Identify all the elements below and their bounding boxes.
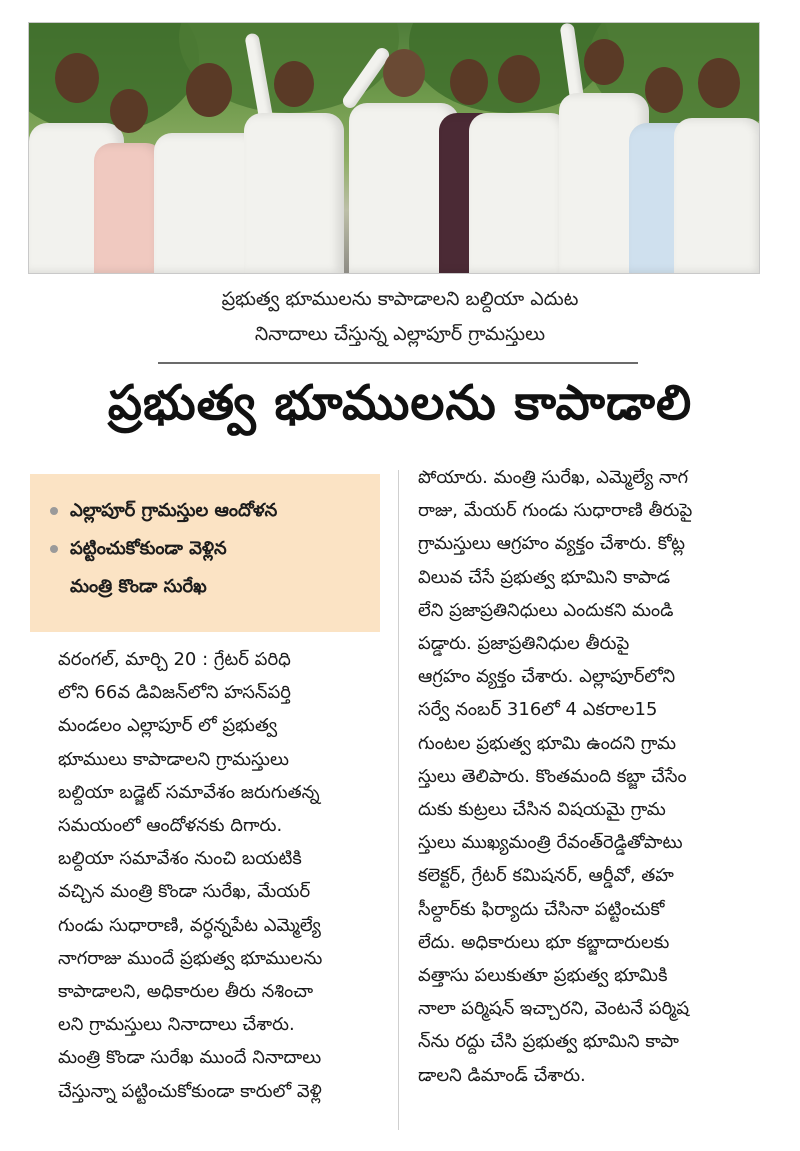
article-line: లోని 66వ డివిజన్‌లోని హసన్‌పర్తి <box>58 682 291 704</box>
highlight-text: ఎల్లాపూర్ గ్రామస్తుల ఆందోళన <box>70 500 278 521</box>
highlights-box <box>30 474 380 632</box>
article-line: సీల్దార్‌కు ఫిర్యాదు చేసినా పట్టించుకో <box>418 898 665 920</box>
bullet-icon <box>50 507 58 515</box>
article-line: బల్దియా సమావేశం నుంచి బయటికి <box>58 848 302 870</box>
article-line: సర్వే నంబర్ 316లో 4 ఎకరాల15 <box>418 699 658 721</box>
highlight-item-continuation <box>50 568 366 606</box>
article-line: పోయారు. మంత్రి సురేఖ, ఎమ్మెల్యే నాగ <box>418 467 689 488</box>
news-photo <box>28 22 760 274</box>
article-line: స్తులు ముఖ్యమంత్రి రేవంత్‌రెడ్డితోపాటు <box>418 832 683 854</box>
article-line: గుండు సుధారాణి, వర్ధన్నపేట ఎమ్మెల్యే <box>58 914 321 936</box>
article-line: వచ్చిన మంత్రి కొండా సురేఖ, మేయర్ <box>58 881 311 903</box>
article-line: విలువ చేసే ప్రభుత్వ భూమిని కాపాడ <box>418 566 671 588</box>
person-figure <box>244 103 344 273</box>
photo-caption-line-2: నినాదాలు చేస్తున్న ఎల్లాపూర్ గ్రామస్తులు <box>254 323 546 345</box>
article-line: కాపాడాలని, అధికారుల తీరు నశించా <box>58 981 314 1003</box>
bullet-icon <box>50 545 58 553</box>
article-line: మండలం ఎల్లాపూర్ లో ప్రభుత్వ <box>58 715 278 737</box>
article-line: వత్తాసు పలుకుతూ ప్రభుత్వ భూమికి <box>418 965 668 987</box>
caption-divider <box>158 362 638 364</box>
article-line: రాజు, మేయర్ గుండు సుధారాణి తీరుపై <box>418 500 693 522</box>
article-line: గ్రామస్తులు ఆగ్రహం వ్యక్తం చేశారు. కోట్ల <box>418 533 685 555</box>
article-line: వరంగల్, మార్చి 20 : గ్రేటర్ పరిధి <box>58 649 291 670</box>
highlight-text: మంత్రి కొండా సురేఖ <box>70 576 207 597</box>
article-line: నాగరాజు ముందే ప్రభుత్వ భూములను <box>58 947 323 969</box>
article-line: భూములు కాపాడాలని గ్రామస్తులు <box>58 748 289 770</box>
highlight-text: పట్టించుకోకుండా వెళ్లిన <box>70 538 227 559</box>
article-line: డాలని డిమాండ్ చేశారు. <box>418 1064 586 1086</box>
column-divider <box>398 470 399 1130</box>
article-line: బల్దియా బడ్జెట్ సమావేశం జరుగుతన్న <box>58 781 320 803</box>
photo-caption-line-1: ప్రభుత్వ భూములను కాపాడాలని బల్దియా ఎదుట <box>221 288 579 310</box>
article-line: సమయంలో ఆందోళనకు దిగారు. <box>58 815 283 837</box>
article-line: లేని ప్రజాప్రతినిధులు ఎందుకని మండి <box>418 599 674 621</box>
article-line: కలెక్టర్, గ్రేటర్ కమిషనర్, ఆర్డీవో, తహ <box>418 865 674 887</box>
article-line: స్తులు తెలిపారు. కొంతమంది కబ్జా చేసేం <box>418 765 687 787</box>
article-column-right <box>418 461 768 1092</box>
headline: ప్రభుత్వ భూములను కాపాడాలి <box>107 375 693 431</box>
article-line: నాలా పర్మిషన్ ఇచ్చారని, వెంటనే పర్మిష <box>418 998 690 1020</box>
article-line: పడ్డారు. ప్రజాప్రతినిధుల తీరుపై <box>418 633 630 655</box>
article-line: మంత్రి కొండా సురేఖ ముందే నినాదాలు <box>58 1047 322 1069</box>
article-line: గుంటల ప్రభుత్వ భూమి ఉందని గ్రామ <box>418 732 676 754</box>
highlight-item <box>50 530 366 568</box>
article-line: లని గ్రామస్తులు నినాదాలు చేశారు. <box>58 1014 295 1036</box>
article-line: ఆగ్రహం వ్యక్తం చేశారు. ఎల్లాపూర్‌లోని <box>418 666 676 688</box>
highlight-item <box>50 492 366 530</box>
person-figure <box>469 103 569 273</box>
article-line: దుకు కుట్రలు చేసిన విషయమై గ్రామ <box>418 799 666 821</box>
article-line: లేదు. అధికారులు భూ కబ్జాదారులకు <box>418 931 670 953</box>
article-line: న్‌ను రద్దు చేసి ప్రభుత్వ భూమిని కాపా <box>418 1031 679 1053</box>
article-column-left <box>58 643 388 1108</box>
person-figure <box>674 108 760 273</box>
article-line: చేస్తున్నా పట్టించుకోకుండా కారులో వెళ్లి <box>58 1080 322 1102</box>
